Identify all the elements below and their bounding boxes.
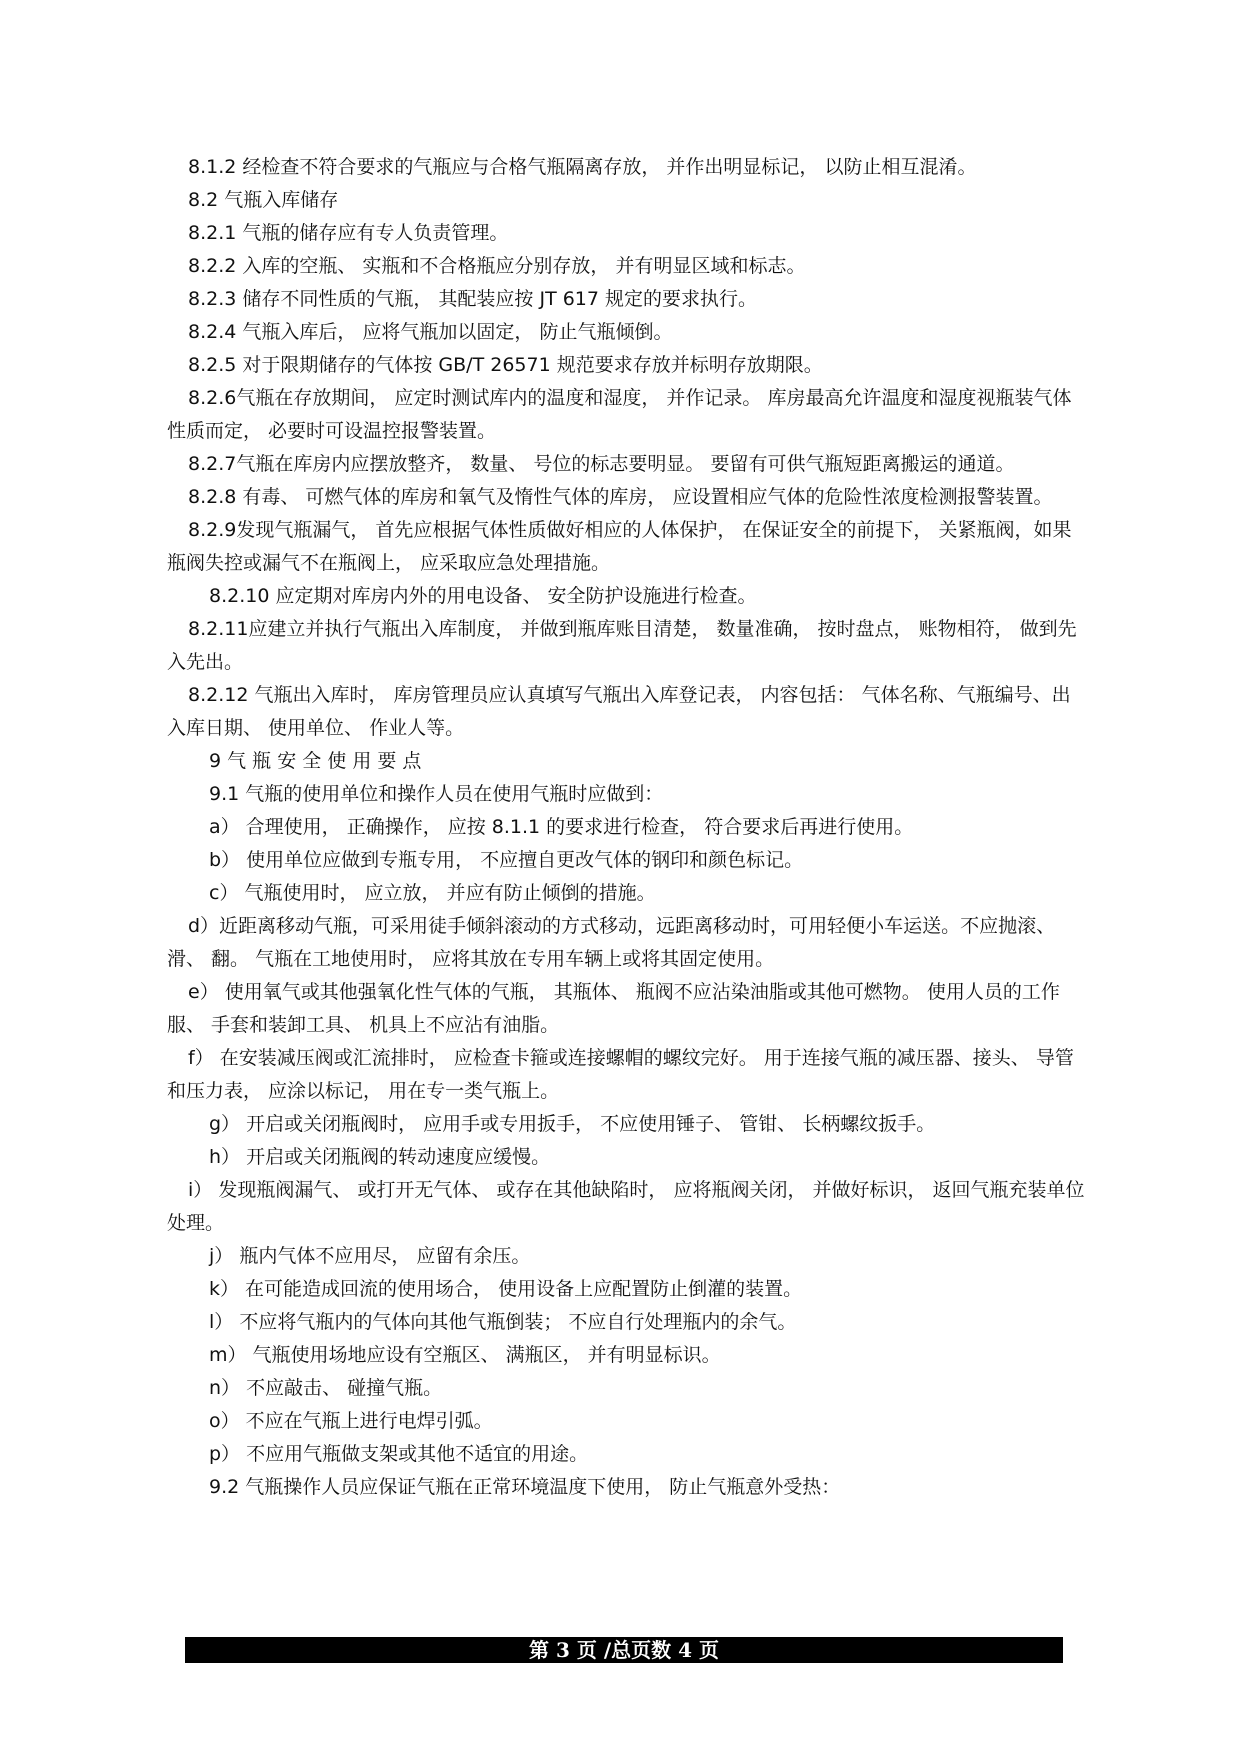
list-item-b: b） 使用单位应做到专瓶专用， 不应擅自更改气体的钢印和颜色标记。 [209,849,804,871]
text-line-8-2-4: 8.2.4 气瓶入库后， 应将气瓶加以固定， 防止气瓶倾倒。 [188,321,673,343]
paragraph-9-2: 9.2 气瓶操作人员应保证气瓶在正常环境温度下使用， 防止气瓶意外受热： [209,1476,841,1498]
paragraph-8-2-11: 8.2.11应建立并执行气瓶出入库制度， 并做到瓶库账目清楚， 数量准确， 按时盘点， 账物相符， 做到先入先出。 [167,618,1077,673]
list-item-m: m） 气瓶使用场地应设有空瓶区、 满瓶区， 并有明显标识。 [209,1344,721,1366]
list-item-c: c） 气瓶使用时， 应立放， 并应有防止倾倒的措施。 [209,882,656,904]
paragraph-8-2-10: 8.2.10 应定期对库房内外的用电设备、 安全防护设施进行检查。 [209,585,757,607]
section-heading-8-2: 8.2 气瓶入库储存 [188,189,339,211]
paragraph-8-2-6: 8.2.6气瓶在存放期间， 应定时测试库内的温度和湿度， 并作记录。 库房最高允许温度和湿度视瓶装气体性质而定， 必要时可设温控报警装置。 [167,387,1072,442]
text-line-8-2-3: 8.2.3 储存不同性质的气瓶， 其配装应按 JT 617 规定的要求执行。 [188,288,758,310]
paragraph-9-1: 9.1 气瓶的使用单位和操作人员在使用气瓶时应做到： [209,783,664,805]
document-body [167,151,1088,1504]
list-item-h: h） 开启或关闭瓶阀的转动速度应缓慢。 [209,1146,551,1168]
paragraph-8-2-9: 8.2.9发现气瓶漏气， 首先应根据气体性质做好相应的人体保护， 在保证安全的前提下， 关紧瓶阀，如果瓶阀失控或漏气不在瓶阀上， 应采取应急处理措施。 [167,519,1072,574]
list-item-l: l） 不应将气瓶内的气体向其他气瓶倒装； 不应自行处理瓶内的余气。 [209,1311,797,1333]
text-line-8-2-5: 8.2.5 对于限期储存的气体按 GB/T 26571 规范要求存放并标明存放期限。 [188,354,823,376]
list-item-a: a） 合理使用， 正确操作， 应按 8.1.1 的要求进行检查， 符合要求后再进行使用。 [209,816,914,838]
section-heading-9: 9 气 瓶 安 全 使 用 要 点 [209,750,422,772]
page-number-label: 第 3 页 /总页数 4 页 [529,1638,719,1662]
list-item-e: e） 使用氧气或其他强氧化性气体的气瓶， 其瓶体、 瓶阀不应沾染油脂或其他可燃物。 使用人员的工作服、 手套和装卸工具、 机具上不应沾有油脂。 [167,981,1060,1036]
list-item-n: n） 不应敲击、 碰撞气瓶。 [209,1377,443,1399]
list-item-p: p） 不应用气瓶做支架或其他不适宜的用途。 [209,1443,589,1465]
list-item-o: o） 不应在气瓶上进行电焊引弧。 [209,1410,493,1432]
text-line-8-1-2: 8.1.2 经检查不符合要求的气瓶应与合格气瓶隔离存放， 并作出明显标记， 以防止相互混淆。 [188,156,977,178]
list-item-g: g） 开启或关闭瓶阀时， 应用手或专用扳手， 不应使用锤子、 管钳、 长柄螺纹扳手。 [209,1113,936,1135]
text-line-8-2-2: 8.2.2 入库的空瓶、 实瓶和不合格瓶应分别存放， 并有明显区域和标志。 [188,255,806,277]
list-item-j: j） 瓶内气体不应用尽， 应留有余压。 [209,1245,531,1267]
page-footer-bar [185,1637,1063,1663]
paragraph-8-2-7: 8.2.7气瓶在库房内应摆放整齐， 数量、 号位的标志要明显。 要留有可供气瓶短距离搬运的通道。 [188,453,1015,475]
paragraph-8-2-8: 8.2.8 有毒、 可燃气体的库房和氧气及惰性气体的库房， 应设置相应气体的危险性浓度检测报警装置。 [188,486,1053,508]
paragraph-8-2-12: 8.2.12 气瓶出入库时， 库房管理员应认真填写气瓶出入库登记表， 内容包括： 气体名称、气瓶编号、出入库日期、 使用单位、 作业人等。 [167,684,1071,739]
list-item-d: d）近距离移动气瓶，可采用徒手倾斜滚动的方式移动，远距离移动时，可用轻便小车运送。不应抛滚、 滑、 翻。 气瓶在工地使用时， 应将其放在专用车辆上或将其固定使用。 [167,915,1056,970]
text-line-8-2-1: 8.2.1 气瓶的储存应有专人负责管理。 [188,222,509,244]
list-item-i: i） 发现瓶阀漏气、 或打开无气体、 或存在其他缺陷时， 应将瓶阀关闭， 并做好标识， 返回气瓶充装单位处理。 [167,1179,1085,1234]
list-item-f: f） 在安装减压阀或汇流排时， 应检查卡箍或连接螺帽的螺纹完好。 用于连接气瓶的减压器、接头、 导管和压力表， 应涂以标记， 用在专一类气瓶上。 [167,1047,1074,1102]
list-item-k: k） 在可能造成回流的使用场合， 使用设备上应配置防止倒灌的装置。 [209,1278,803,1300]
